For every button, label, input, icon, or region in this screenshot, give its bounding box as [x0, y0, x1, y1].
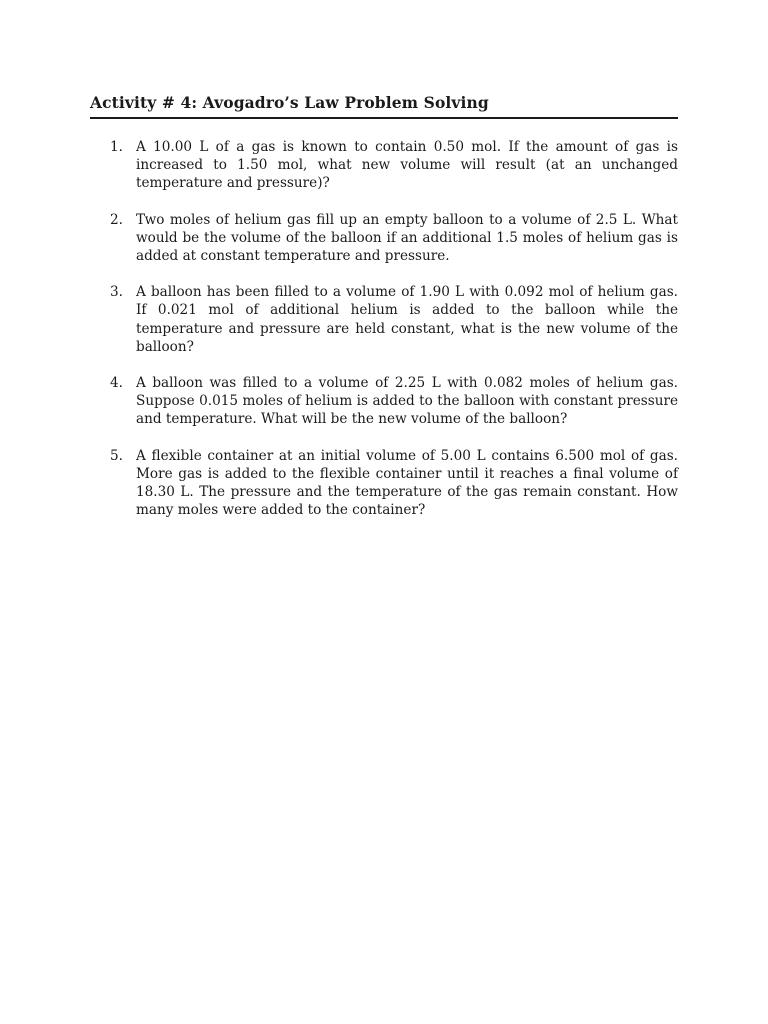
problem-text: A 10.00 L of a gas is known to contain 0.50 mol. If the amount of gas is increased to 1.50 mol, what new volume will result (at an unchanged temperature and pressure)?	[136, 139, 678, 192]
problem-text: A balloon has been filled to a volume of 1.90 L with 0.092 mol of helium gas. If 0.021 mol of additional helium is added to the balloon while the temperature and pressure are held constant, what is the new volume of the balloon?	[136, 284, 678, 355]
problem-number: 1.	[110, 139, 123, 155]
problem-text: A balloon was filled to a volume of 2.25 L with 0.082 moles of helium gas. Suppose 0.015 moles of helium is added to the balloon with constant pressure and temperature. What will be the new volume of the balloon?	[136, 375, 678, 428]
problem-number: 4.	[110, 375, 123, 392]
problem-item-3	[110, 283, 678, 356]
problem-list	[110, 138, 678, 537]
problem-text: A flexible container at an initial volume of 5.00 L contains 6.500 mol of gas. More gas is added to the flexible container until it reaches a final volume of 18.30 L. The pressure and the temperature of the gas remain constant. How many moles were added to the container?	[136, 447, 678, 519]
problem-text: Two moles of helium gas fill up an empty balloon to a volume of 2.5 L. What would be the volume of the balloon if an additional 1.5 moles of helium gas is added at constant temperature and pressure.	[136, 211, 678, 265]
problem-item-4	[110, 374, 678, 429]
problem-item-5	[110, 447, 678, 520]
problem-number: 3.	[110, 284, 123, 301]
page-title: Activity # 4: Avogadro’s Law Problem Solving	[90, 93, 489, 112]
title-underline-wrapper	[90, 92, 678, 119]
problem-number: 5.	[110, 447, 123, 464]
problem-number: 2.	[110, 211, 123, 228]
problem-item-2	[110, 211, 678, 266]
problem-item-1	[110, 138, 678, 193]
